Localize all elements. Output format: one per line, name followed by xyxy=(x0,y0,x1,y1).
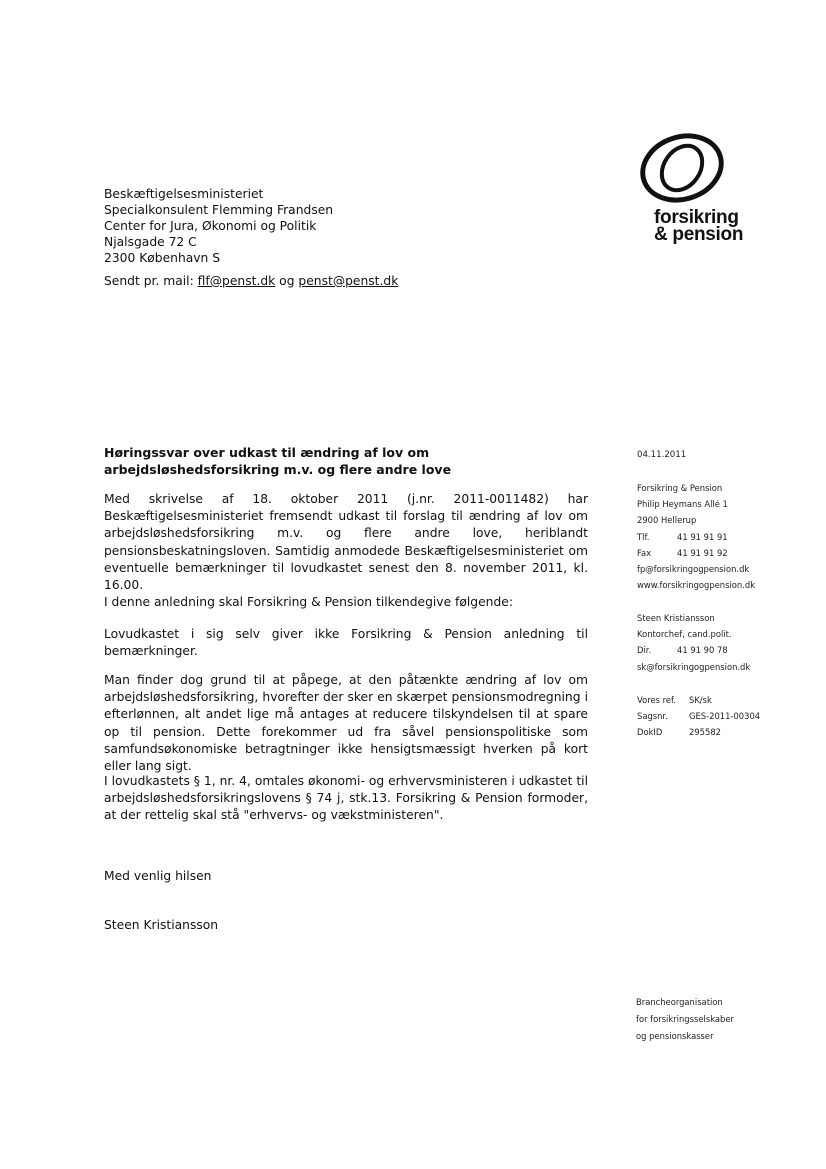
contact-person xyxy=(637,610,750,675)
contact-title: Kontorchef, cand.polit. xyxy=(637,629,732,640)
org-name: Forsikring & Pension xyxy=(637,483,723,493)
fax-value: 41 91 91 92 xyxy=(677,547,728,558)
footer-line: og pensionskasser xyxy=(636,1031,714,1041)
case-value: GES-2011-00304 xyxy=(689,711,761,722)
paragraph: Med skrivelse af 18. oktober 2011 (j.nr. 2011-0011482) har Beskæftigelsesministeriet fremsendt udkast til forslag til ændring af lov om arbejdsløshedsforsikring m.v. og flere andre love, heriblandt pensionsbeskatningsloven. Samtidig anmodede Beskæftigelsesministeriet om eventuelle bemærkninger til lovudkastet senest den 8. november 2011, kl. 16.00. xyxy=(104,492,588,593)
ref-value: SK/sk xyxy=(689,695,712,705)
forsikring-pension-logo xyxy=(624,128,744,245)
recipient-line: Specialkonsulent Flemming Frandsen xyxy=(104,203,334,217)
case-label: Sagsnr. xyxy=(637,711,668,722)
fax-row xyxy=(637,545,755,561)
ref-label: Vores ref. xyxy=(637,695,677,705)
recipient-line: Center for Jura, Økonomi og Politik xyxy=(104,219,317,233)
case-row xyxy=(637,708,760,724)
reference-block xyxy=(637,692,760,741)
phone-value: 41 91 91 91 xyxy=(677,531,728,542)
org-footer xyxy=(636,994,734,1045)
sender-address xyxy=(637,480,755,593)
docid-value: 295582 xyxy=(689,727,721,738)
docid-row xyxy=(637,724,760,740)
direct-phone-label: Dir. xyxy=(637,645,652,656)
org-city: 2900 Hellerup xyxy=(637,515,697,526)
recipient-line: Njalsgade 72 C xyxy=(104,235,197,249)
phone-row xyxy=(637,529,755,545)
logo-text-forsikring: forsikring xyxy=(654,207,739,228)
letter-subject: Høringssvar over udkast til ændring af lov om arbejdsløshedsforsikring m.v. og flere andre love xyxy=(104,445,452,477)
logo-oval-icon xyxy=(636,128,728,208)
direct-phone-row xyxy=(637,642,750,658)
paragraph: Man finder dog grund til at påpege, at den påtænkte ændring af lov om arbejdsløshedsforsikring, hvorefter der sker en skærpet pensionsmodregning i efterlønnen, alt andet lige må antages at reducere tilskyndelsen til at spare op til pension. Dette forekommer ud fra såvel pensionspolitiske som samfundsøkonomiske betragtninger ikke hensigtsmæssigt hverken på kort eller lang sigt. xyxy=(104,673,588,774)
direct-phone-value: 41 91 90 78 xyxy=(677,645,728,656)
org-email[interactable]: fp@forsikringogpension.dk xyxy=(637,564,750,575)
email-link-flf[interactable]: flf@penst.dk xyxy=(197,274,276,288)
ref-row xyxy=(637,692,760,708)
signer-name: Steen Kristiansson xyxy=(104,918,219,932)
sent-by-mail xyxy=(104,274,398,288)
recipient-line: 2300 København S xyxy=(104,251,221,265)
contact-email[interactable]: sk@forsikringogpension.dk xyxy=(637,661,751,672)
recipient-address xyxy=(104,186,333,266)
sent-conj: og xyxy=(275,274,299,288)
sent-prefix: Sendt pr. mail: xyxy=(104,274,198,288)
letter-date: 04.11.2011 xyxy=(637,450,687,460)
paragraph: I lovudkastets § 1, nr. 4, omtales økonomi- og erhvervsministeren i udkastet til arbejdsløshedsforsikringslovens § 74 j, stk.13. Forsikring & Pension formoder, at der rettelig skal stå "erhvervs- og vækstministeren". xyxy=(104,774,588,823)
recipient-line: Beskæftigelsesministeriet xyxy=(104,187,264,201)
docid-label: DokID xyxy=(637,727,663,738)
fax-label: Fax xyxy=(637,547,652,558)
logo-text-pension: & pension xyxy=(654,224,744,245)
footer-line: for forsikringsselskaber xyxy=(636,1014,734,1024)
paragraph: I denne anledning skal Forsikring & Pension tilkendegive følgende: xyxy=(104,595,513,609)
paragraph: Lovudkastet i sig selv giver ikke Forsikring & Pension anledning til bemærkninger. xyxy=(104,627,588,659)
closing-greeting: Med venlig hilsen xyxy=(104,869,212,883)
org-website[interactable]: www.forsikringogpension.dk xyxy=(637,580,756,591)
phone-label: Tlf. xyxy=(637,531,650,542)
org-street: Philip Heymans Allé 1 xyxy=(637,499,728,510)
contact-name: Steen Kristiansson xyxy=(637,613,715,623)
email-link-penst[interactable]: penst@penst.dk xyxy=(298,274,399,288)
footer-line: Brancheorganisation xyxy=(636,997,723,1007)
